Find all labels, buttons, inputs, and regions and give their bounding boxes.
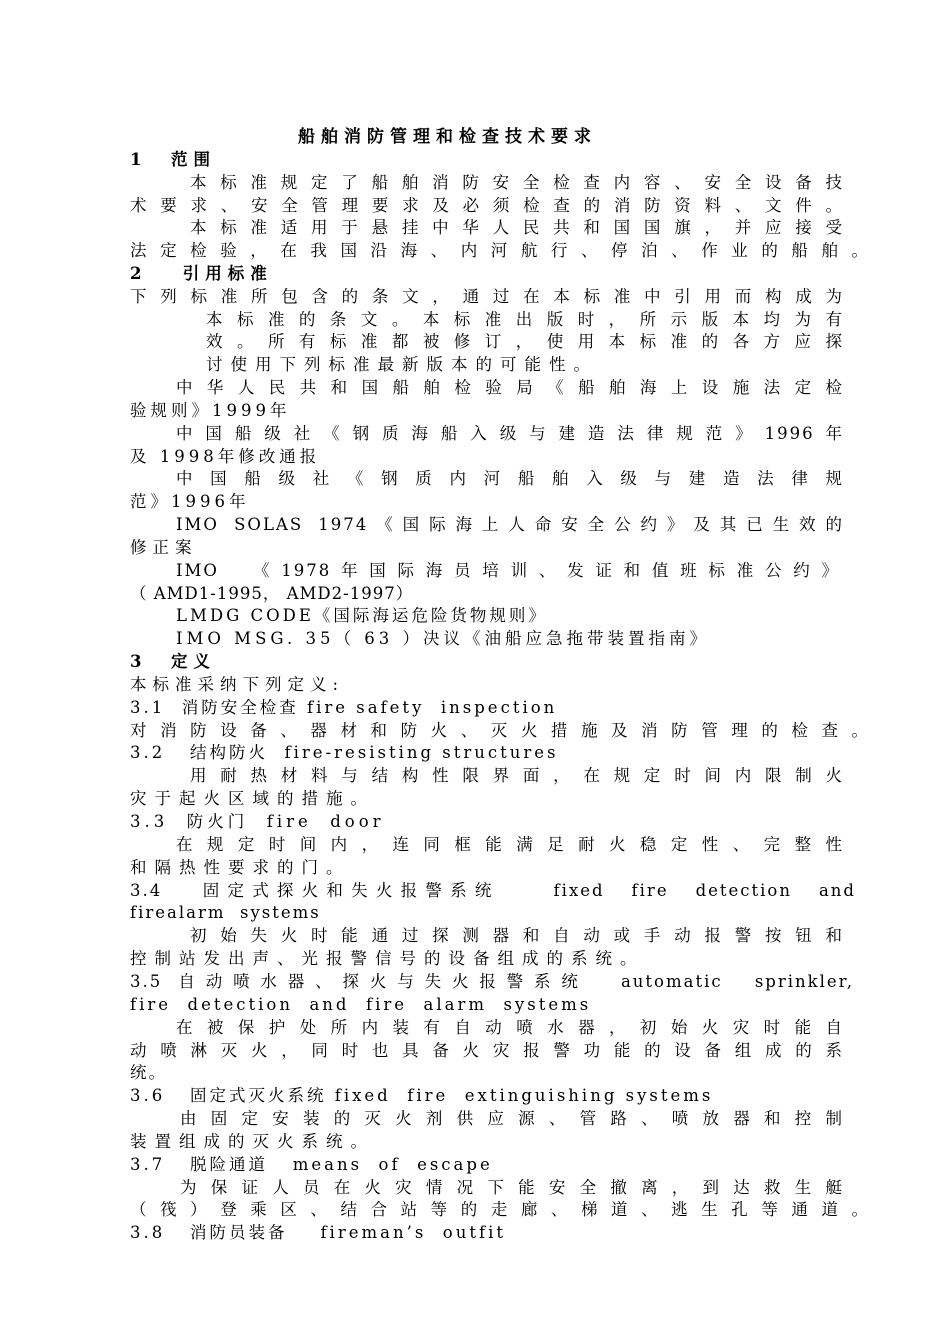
text-line: 法定检验，在我国沿海、内河航行、停泊、作业的船舶。 <box>130 241 870 260</box>
text-line: 在规定时间内，连同框能满足耐火稳定性、完整性 <box>176 835 844 854</box>
text-line: 下列标准所包含的条文，通过在本标准中引用而构成为 <box>130 287 844 306</box>
text-line: 本标准规定了船舶消防安全检查内容、安全设备技 <box>190 173 844 192</box>
text-line: 本标准适用于悬挂中华人民共和国国旗，并应接受 <box>190 218 844 237</box>
text-line: IMO SOLAS 1974《国际海上人命安全公约》及其已生效的 <box>176 515 844 534</box>
text-line: 效。所有标准都被修订，使用本标准的各方应探 <box>206 332 844 351</box>
text-line: 范》1996年 <box>130 492 250 511</box>
definition-term: 3.2 结构防火 fire-resisting structures <box>130 743 559 762</box>
text-line: 装置组成的灭火系统。 <box>130 1132 375 1151</box>
text-line: 灾于起火区域的措施。 <box>130 789 375 808</box>
section-heading-definitions: 3 定义 <box>130 652 216 671</box>
text-line: IMO 《1978年国际海员培训、发证和值班标准公约》 <box>176 561 840 580</box>
text-line: 控制站发出声、光报警信号的设备组成的系统。 <box>130 949 645 968</box>
document-title: 船舶消防管理和检查技术要求 <box>298 127 597 147</box>
text-line: LMDG CODE《国际海运危险货物规则》 <box>176 606 548 625</box>
text-line: 术要求、安全管理要求及必须检查的消防资料、文件。 <box>130 196 844 215</box>
definition-term: 3.3 防火门 fire door <box>130 812 385 831</box>
text-line: 中华人民共和国船舶检验局《船舶海上设施法定检 <box>176 378 844 397</box>
definition-term: 3.7 脱险通道 means of escape <box>130 1155 493 1174</box>
text-line: 讨使用下列标准最新版本的可能性。 <box>206 355 598 374</box>
text-line: fire detection and fire alarm systems <box>130 995 592 1014</box>
text-line: 用耐热材料与结构性限界面，在规定时间内限制火 <box>190 766 844 785</box>
definition-term: 3.8 消防员装备 fireman’s outfit <box>130 1223 507 1242</box>
text-line: 修正案 <box>130 538 198 557</box>
text-line: 由固定安装的灭火剂供应源、管路、喷放器和控制 <box>180 1109 844 1128</box>
text-line: 中国船级社《钢质内河船舶入级与建造法律规 <box>176 469 844 488</box>
text-line: 统。 <box>130 1063 167 1082</box>
text-line: 和隔热性要求的门。 <box>130 858 351 877</box>
definition-term: 3.6 固定式灭火系统 fixed fire extinguishing systems <box>130 1086 714 1105</box>
text-line: （ AMD1-1995， AMD2-1997） <box>130 584 414 603</box>
text-line: 及 1998年修改通报 <box>130 447 321 466</box>
definition-term: 3.5 自动喷水器、探火与失火报警系统 automatic sprinkler, <box>130 972 854 991</box>
text-line: 本标准的条文。本标准出版时，所示版本均为有 <box>206 310 844 329</box>
definition-term: 3.1 消防安全检查 fire safety inspection <box>130 698 558 717</box>
text-line: 为保证人员在火灾情况下能安全撤离，到达救生艇 <box>180 1178 844 1197</box>
text-line: （筏）登乘区、结合站等的走廊、梯道、逃生孔等通道。 <box>130 1200 870 1219</box>
text-line: 对消防设备、器材和防火、灭火措施及消防管理的检查。 <box>130 721 870 740</box>
section-heading-references: 2 引用标准 <box>130 264 273 283</box>
text-line: 本标准采纳下列定义: <box>130 675 345 694</box>
text-line: 中国船级社《钢质海船入级与建造法律规范》1996年 <box>176 424 844 443</box>
text-line: 动喷淋灭火，同时也具备火灾报警功能的设备组成的系 <box>130 1041 844 1060</box>
section-heading-scope: 1 范围 <box>130 150 216 169</box>
text-line: 在被保护处所内装有自动喷水器，初始火灾时能自 <box>176 1018 844 1037</box>
text-line: 验规则》1999年 <box>130 401 291 420</box>
text-line: IMO MSG. 35（ 63 ）决议《油船应急拖带装置指南》 <box>176 629 710 648</box>
definition-term: 3.4 固定式探火和失火报警系统 fixed fire detection and <box>130 881 856 900</box>
text-line: firealarm systems <box>130 903 321 922</box>
text-line: 初始失火时能通过探测器和自动或手动报警按钮和 <box>190 926 844 945</box>
